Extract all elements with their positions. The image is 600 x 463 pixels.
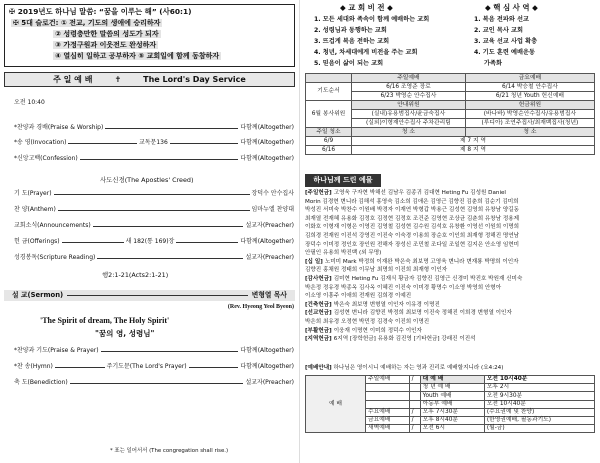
preacher-en: (Rev. Hyeong Yeol Byeon) [227,304,294,310]
offering-line: [지역헌금] 6지역 [장학헌금] 유용화 김진영 [기타헌금] 강래진 이진석 [305,336,476,343]
slogan-item: ✠ 5대 슬로건: ① 전교, 기도의 생애에 승리하자 [13,19,161,27]
offering-list [305,190,595,345]
order-row: 성경봉독(Scripture Reading) 설교자(Preacher) [14,254,294,262]
offering-line: 박은희 최유경 오정현 박민정 김경숙 이진희 이명진 [305,318,430,325]
order-row: *찬양과 경배(Praise & Worship) 다함께(Altogether) [14,124,294,132]
banner-title-ko: 주 일 예 배 [53,74,93,84]
service-time: 오전 10:40 [14,99,45,106]
slogan-item: ④ 열심히 일하고 공부하자 ⑤ 교회일에 함께 동참하자 [55,52,220,60]
order-row: 찬 양(Anthem) 임마누엘 찬양대 [14,206,294,214]
vision-item: 4. 청년, 차세대에게 비전을 주는 교회 [314,49,418,56]
offering-line: 최재열 전재혜 유용화 김정호 김정현 김정호 조건준 김영현 조상균 김춘희 유창남 정용제 [305,215,520,222]
vision-title: ◆ 교 회 비 전 ◆ [340,3,393,12]
offering-title: 하나님께 드린 예물 [305,174,381,187]
core-list [474,16,537,71]
order-row: 기 도(Prayer) 장덕수 안수집사 [14,190,294,198]
core-title: ◆ 핵 심 사 역 ◆ [485,3,538,12]
offering-line: [부활헌금] 이웅재 이명현 이미희 정덕수 이인자 [305,327,422,334]
worship-label: 예 배 [306,376,366,433]
slogan-item: ③ 가정구원과 이웃전도 완성하자 [55,41,157,49]
preacher: 변형열 목사 [251,290,287,299]
banner-title-en: The Lord's Day Service [143,74,246,84]
offering-line: 안필인 유용희 박진백 (외 무명) [305,250,382,257]
sermon-title-ko: "꿈의 영, 성령님" [95,329,155,338]
offering-line: 이화호 이형재 이형은 이영진 김영철 김성현 김수원 김석호 유창환 이영선 이원희 이명희 [305,224,520,231]
offering-line: 김향진 홍채원 정태희 이무남 최명희 이진희 최재형 이인자 [305,267,448,274]
theme-title: ✠ 2019년도 하나님 말씀: “꿈을 이루는 해” (사60:1) [9,7,192,16]
offering-line: 이소영 이흥주 이애희 전재원 김희경 이예진 [305,293,412,300]
worship-guide: [예배안내] 하나님은 영이시니 예배하는 자는 영과 진리로 예배할지니라 (요4:24) [305,365,504,371]
vision-item: 5. 믿음이 삶이 되는 교회 [314,60,384,67]
order-row: 헌 금(Offerings) 새 182(통 169)장 다함께(Altogether) [14,238,294,246]
core-item: 3. 교육 선교 사업 확충 [474,38,538,45]
offering-line: [십 일] 노미미 Mark 박정희 이재완 박은숙 최보명 고영욱 변니라 변재룡 박명희 이인자 [305,258,519,265]
core-item: 2. 교인 목사 교회 [474,27,523,34]
offering-line: Morin 김경현 변니라 김해석 홍영숙 김소희 김애은 김영근 김향진 김춘희 김순기 김미희 [305,198,519,205]
offering-line: [선교헌금] 김성현 변니라 김향진 박정희 최보명 이진숙 정해진 이희경 변형열 이인자 [305,310,512,317]
order-row: *찬 송(Hymn) 주기도문(The Lord's Prayer) 다함께(Altogether) [14,363,294,371]
core-item: 4. 기도 훈련 예배운동 [474,49,535,56]
order-row: *송 영(Invocation) 교독문136 다함께(Altogether) [14,139,295,147]
duty-table: 주일예배 금요예배 기도순서 6/16 조영준 장로 6/14 박승철 안수집사 6/23 박영순 안수집사 6/21 청년 Youth 헌신예배 6월 봉사위원 안내위원 헌금위원 (실내)유용범집사/윤금숙집사 (바나바) 박영순안수집사/유용범집사 (실외)이형재안수집사 주차관리팀 (루디아) 조연주집사/최재백집사(청년) 주일 청소 청 소 청 소 6/9 제 7 지 역 6/16 제 8 지 역 [305,73,595,155]
worship-table: 예 배 주일예배 / 대 예 배 오전 10시40분 청 년 예 배 오후 2시 Youth 예배 오전 9시30분 아동부 예배 오전 10시40분 수요예배 / 오후 7시30분 (수요권예 및 찬양) 금요예배 / 오후 8시40분 (한영권예배, 필동과기도) 새벽예배 / 오전 6시 (월-금) [305,375,595,433]
offering-line: 박은정 정유경 박종옥 김사옥 이혜진 이진숙 이미경 황명수 이소영 박영희 안형아 [305,284,502,291]
vision-item: 2. 성령님과 동행하는 교회 [314,27,387,34]
slogan-list [11,19,221,63]
creed: 사도신경(The Apostles' Creed) [100,176,194,184]
slogan-item: ② 성령충만한 말씀의 성도가 되자 [55,30,159,38]
offering-line: 김희경 전재원 이진석 강영진 이진숙 이숙경 이용희 장순호 이인희 최재형 정해진 명연남 [305,232,520,239]
sermon-title-en: 'The Spirit of dream, The Holy Spirit' [40,316,170,325]
scripture-ref: 행2:1-21(Acts2:1-21) [102,271,169,279]
core-item: 1. 복음 전파와 선교 [474,16,529,23]
order-row: 교회소식(Announcements) 설교자(Preacher) [14,222,294,230]
vision-item: 1. 모든 세대와 족속이 함께 예배하는 교회 [314,16,430,23]
vision-item: 3. 뜨겁게 복음 전하는 교회 [314,38,390,45]
vision-list [314,16,429,71]
sermon-label: 설 교(Sermon) [12,290,64,299]
order-row: *신앙고백(Confession) 다함께(Altogether) [14,155,294,163]
page-divider [299,0,300,463]
serve-label: 6월 봉사위원 [306,101,352,128]
standing-note: * 표는 일어서서 (The congregation shall rise.) [110,448,229,454]
sermon-band [4,290,295,301]
order-row: 축 도(Benediction) 설교자(Preacher) [14,379,294,387]
core-item: 가족화 [484,60,502,67]
order-row: *찬양과 기도(Praise & Prayer) 다함께(Altogether) [14,347,294,355]
offering-line: [감사헌금] 김미현 Heting Fu 김재식 황금자 김향진 김영근 신경미 박진호 박원재 신미숙 [305,275,523,282]
cross-icon: ✝ [114,74,122,84]
theme-box [4,4,295,67]
offering-line: 박성진 서미숙 박찬수 이원배 박경자 이재연 박형갑 박용근 김성현 김영희 유창남 양길동 [305,207,520,214]
prayer-label: 기도순서 [306,83,352,101]
offering-line: [건축헌금] 박은숙 최보명 변형열 이인자 이유경 이명진 [305,301,440,308]
offering-line: 장덕수 이미정 정인호 장인원 전해자 장성신 조민철 조다일 조일현 김지은 안소영 임현미 [305,241,520,248]
service-banner [4,72,295,87]
offering-line: [주일헌금] 고영욱 구자현 박해선 김남우 김종귀 김대현 Heting Fu 김성원 Daniel [305,190,506,196]
